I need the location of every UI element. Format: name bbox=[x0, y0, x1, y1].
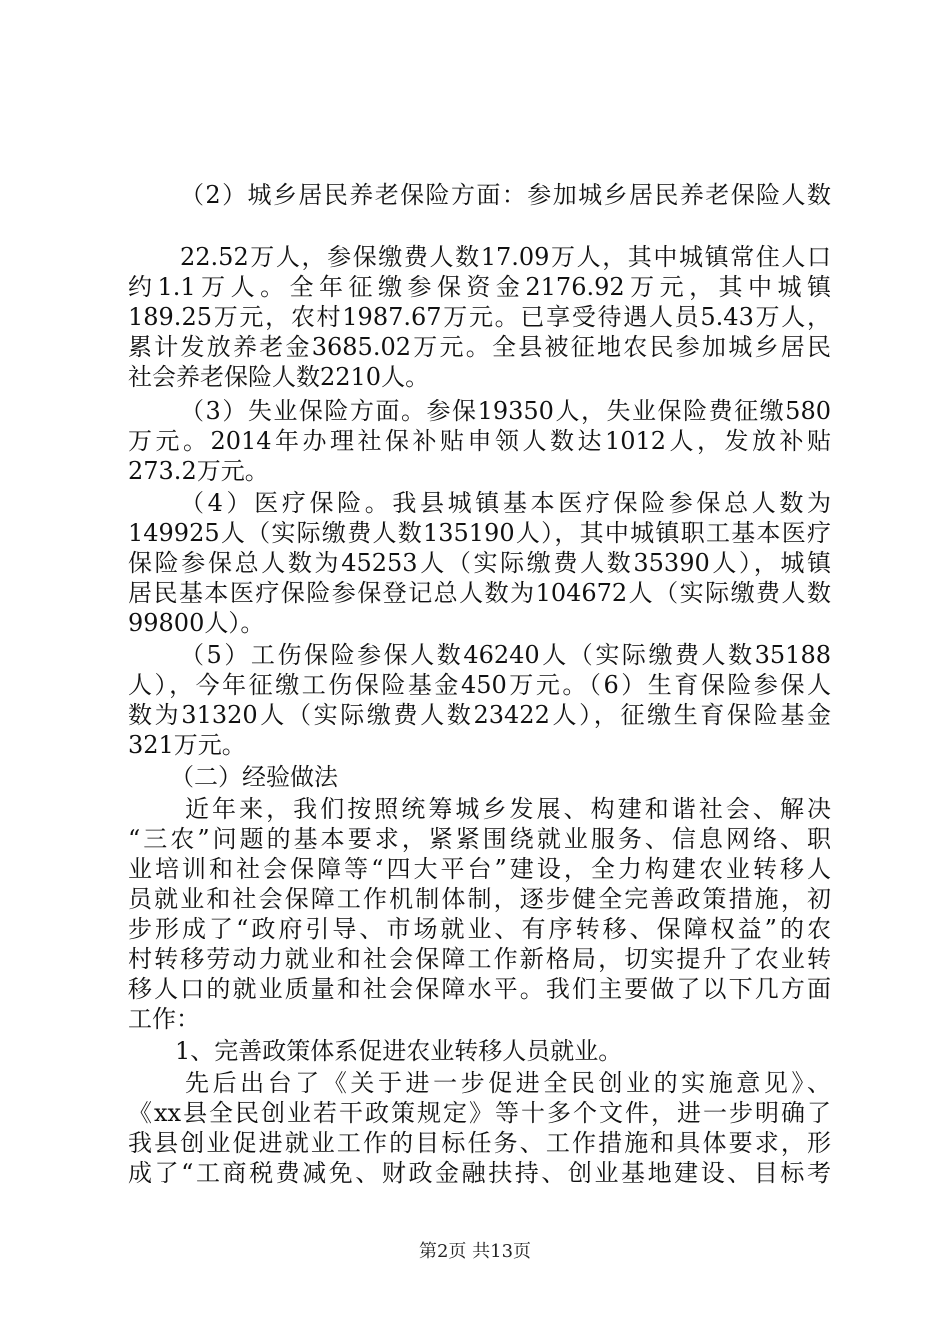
text-line: 移人口的就业质量和社会保障水平。我们主要做了以下几方面 bbox=[128, 975, 831, 1003]
text-line: （4）医疗保险。我县城镇基本医疗保险参保总人数为 bbox=[180, 489, 831, 517]
text-line: “三农”问题的基本要求，紧紧围绕就业服务、信息网络、职 bbox=[128, 825, 831, 853]
text-line: 步形成了“政府引导、市场就业、有序转移、保障权益”的农 bbox=[128, 915, 831, 943]
text-line: 社会养老保险人数2210人。 bbox=[128, 363, 430, 391]
text-line: 约1.1万人。全年征缴参保资金2176.92万元，其中城镇 bbox=[128, 273, 831, 301]
text-line: 累计发放养老金3685.02万元。全县被征地农民参加城乡居民 bbox=[128, 333, 831, 361]
text-line: （3）失业保险方面。参保19350人，失业保险费征缴580 bbox=[180, 397, 831, 425]
text-line: （2）城乡居民养老保险方面：参加城乡居民养老保险人数 bbox=[180, 181, 831, 209]
text-line: 人），今年征缴工伤保险基金450万元。（6）生育保险参保人 bbox=[128, 671, 831, 699]
text-line: （5）工伤保险参保人数46240人（实际缴费人数35188 bbox=[180, 641, 831, 669]
text-line: 业培训和社会保障等“四大平台”建设，全力构建农业转移人 bbox=[128, 855, 831, 883]
text-line: 149925人（实际缴费人数135190人），其中城镇职工基本医疗 bbox=[128, 519, 831, 547]
text-line: 我县创业促进就业工作的目标任务、工作措施和具体要求，形 bbox=[128, 1129, 831, 1157]
text-line: 数为31320人（实际缴费人数23422人），征缴生育保险基金 bbox=[128, 701, 831, 729]
text-line: 99800人）。 bbox=[128, 609, 265, 637]
text-line: 万元。2014年办理社保补贴申领人数达1012人，发放补贴 bbox=[128, 427, 831, 455]
text-line: 近年来，我们按照统筹城乡发展、构建和谐社会、解决 bbox=[185, 795, 831, 823]
page-number: 第2页 共13页 bbox=[418, 1241, 532, 1262]
subsection-heading: 1、完善政策体系促进农业转移人员就业。 bbox=[175, 1037, 623, 1065]
text-line: 员就业和社会保障工作机制体制，逐步健全完善政策措施，初 bbox=[128, 885, 831, 913]
text-line: 保险参保总人数为45253人（实际缴费人数35390人），城镇 bbox=[128, 549, 831, 577]
text-line: 村转移劳动力就业和社会保障工作新格局，切实提升了农业转 bbox=[128, 945, 831, 973]
text-line: 工作： bbox=[128, 1005, 200, 1033]
text-line: 《xx县全民创业若干政策规定》等十多个文件，进一步明确了 bbox=[128, 1099, 831, 1127]
section-heading: （二）经验做法 bbox=[170, 763, 338, 791]
text-line: 先后出台了《关于进一步促进全民创业的实施意见》、 bbox=[185, 1069, 831, 1097]
text-line: 成了“工商税费减免、财政金融扶持、创业基地建设、目标考 bbox=[128, 1159, 831, 1187]
text-line: 居民基本医疗保险参保登记总人数为104672人（实际缴费人数 bbox=[128, 579, 831, 607]
text-line: 22.52万人，参保缴费人数17.09万人，其中城镇常住人口 bbox=[180, 243, 831, 271]
text-line: 189.25万元，农村1987.67万元。已享受待遇人员5.43万人， bbox=[128, 303, 831, 331]
text-line: 321万元。 bbox=[128, 731, 246, 759]
text-line: 273.2万元。 bbox=[128, 457, 269, 485]
